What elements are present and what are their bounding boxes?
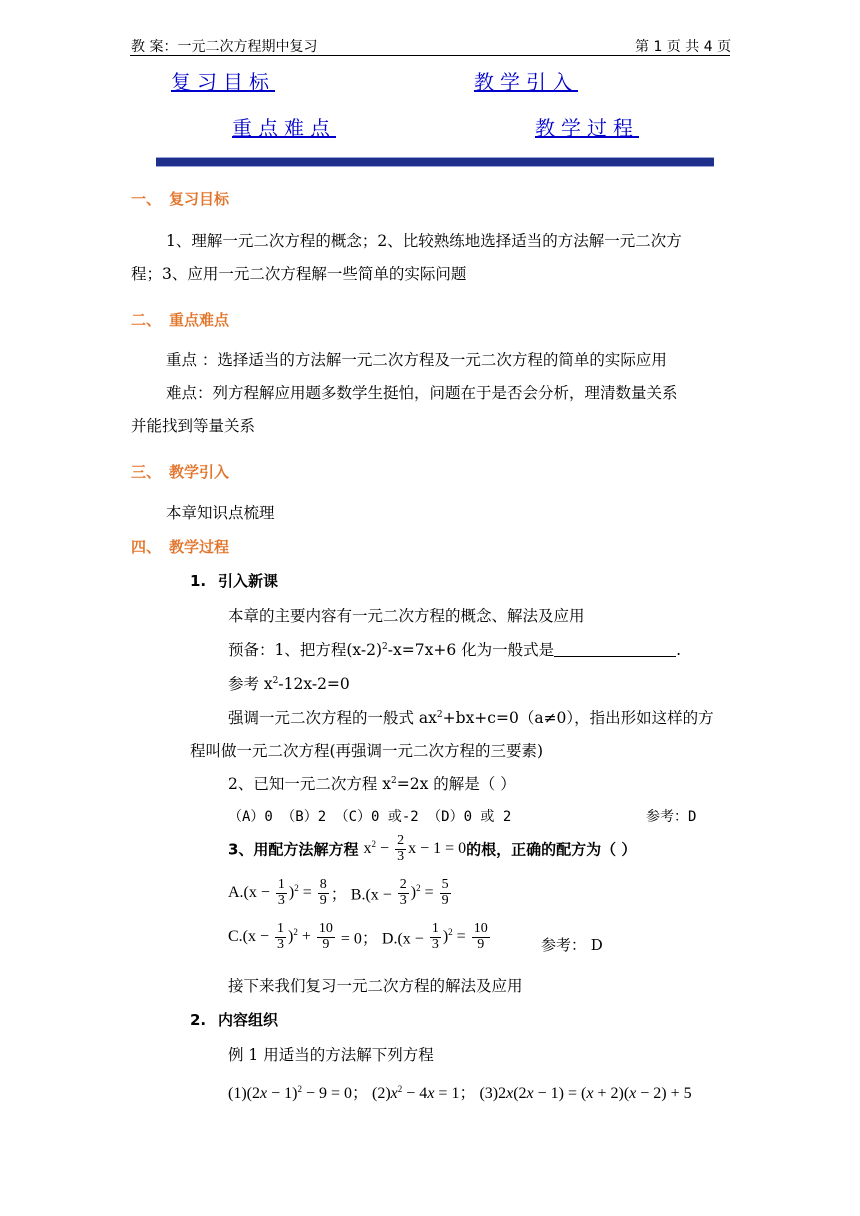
subheading-title: 引入新课 [218,572,279,590]
answer-blank [554,642,676,657]
section-title: 复习目标 [169,190,230,208]
section-number: 四、 [131,538,162,556]
subheading-new-lesson [190,570,278,591]
exponent: 2 [382,642,388,652]
question-3-equation: $x^2$ − $\frac{2}{3}$ x − 1 = 0 [363,833,467,864]
question-2-reference: 参考：D [646,809,697,825]
header-rule [130,55,730,56]
question-2-part-a: 2、已知一元二次方程 x [228,775,392,793]
subheading-number: 2. [190,1011,207,1029]
key-point-text: 重点 ：选择适当的方法解一元二次方程及一元二次方程的简单的实际应用 [166,351,667,369]
exponent: 2 [272,676,279,686]
goals-line-1: 1、理解一元二次方程的概念；2、比较熟练地选择适当的方法解一元二次方 [166,232,682,250]
section-number: 二、 [131,311,162,329]
question-1-part-b: -x=7x+6 化为一般式是 [387,641,555,659]
emphasis-part-b: +bx+c=0（a≠0），指出形如这样的方 [442,709,714,727]
reference-1-part-b: -12x-2=0 [278,675,350,693]
option-cd: C.(x − $\frac{1}{3}$ )$^2$ + $\frac{10}{9}$ = 0； D.(x − $\frac{1}{3}$ )$^2$ = $\frac{10}{9}$ [228,921,488,952]
intro-text: 本章知识点梳理 [166,504,275,522]
difficulty-line-2: 并能找到等量关系 [131,417,256,435]
option-ab: A.(x − $\frac{1}{3}$ )$^2$ = $\frac{8}{9}$ ； B.(x − $\frac{2}{3}$ )$^2$ = $\frac{5}{9}$ [228,877,449,908]
section-title: 教学过程 [169,538,230,556]
reference-1 [228,672,350,694]
question-2-options: （A）0 （B）2 （C）0 或-2 （D）0 或 2 [228,809,512,825]
question-3-suffix: 的根，正确的配方为（ ） [466,840,637,859]
subheading-number: 1. [190,572,207,590]
reference-1-part-a: 参考 x [228,675,273,693]
question-1-end: . [676,641,682,659]
difficulty-line-1: 难点：列方程解应用题多数学生挺怕，问题在于是否会分析，理清数量关系 [166,384,678,402]
section-number: 一、 [131,190,162,208]
section-heading-intro [131,461,229,482]
divider-bar [156,157,714,167]
question-3-reference: 参考： D [541,936,603,954]
question-1 [228,638,681,660]
link-teaching-process[interactable]: 教学过程 [535,116,639,140]
emphasis-part-a: 强调一元二次方程的一般式 ax [228,709,437,727]
question-3-prefix: 3、用配方法解方程 [228,840,359,859]
section-title: 重点难点 [169,311,230,329]
section-heading-goals [131,188,229,209]
emphasis-line-2: 程叫做一元二次方程(再强调一元二次方程的三要素) [190,742,544,760]
emphasis-line-1 [228,706,714,728]
main-content-line: 本章的主要内容有一元二次方程的概念、解法及应用 [228,607,585,625]
exponent: 2 [436,710,443,720]
question-2 [228,772,516,794]
question-1-part-a: 预备：1、把方程(x-2) [228,641,383,659]
question-3 [228,834,636,864]
example-1-equations: $(1)(2x - 1)^2 - 9 = 0$； $(2)x^2 - 4x = 1$； (3)2x(2x − 1) = (x + 2)(x − 2) + 5 [228,1084,692,1102]
goals-line-2: 程；3、应用一元二次方程解一些简单的实际问题 [131,265,467,283]
example-1: 例 1 用适当的方法解下列方程 [228,1046,434,1064]
section-heading-process [131,536,229,557]
subheading-content [190,1009,278,1030]
link-review-goals[interactable]: 复习目标 [171,70,275,94]
doc-header-page: 第 1 页 共 4 页 [635,39,732,55]
link-teaching-intro[interactable]: 教学引入 [474,70,578,94]
doc-header-title: 教 案：一元二次方程期中复习 [131,39,318,55]
question-2-part-b: =2x 的解是（ ） [396,775,516,793]
exponent: 2 [391,776,397,786]
section-title: 教学引入 [169,463,230,481]
subheading-title: 内容组织 [218,1011,279,1029]
section-heading-difficulty [131,309,229,330]
link-key-points[interactable]: 重点难点 [232,116,336,140]
transition-text: 接下来我们复习一元二次方程的解法及应用 [228,977,523,995]
section-number: 三、 [131,463,162,481]
